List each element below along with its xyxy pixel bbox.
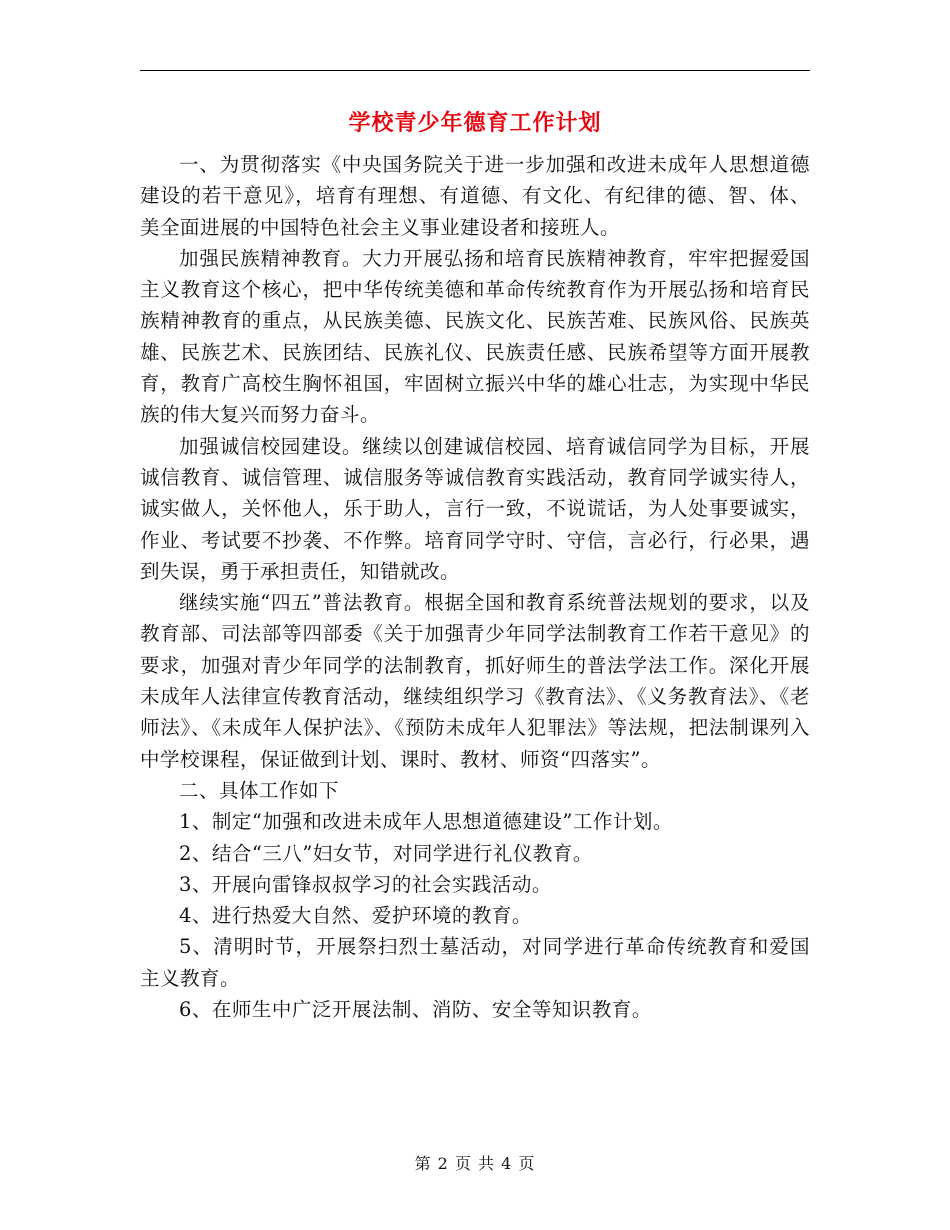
task-item-1: 1、制定“加强和改进未成年人思想道德建设”工作计划。	[179, 810, 673, 834]
paragraph-legal-education: 继续实施“四五”普法教育。根据全国和教育系统普法规划的要求，以及教育部、司法部等四部委《关于加强青少年同学法制教育工作若干意见》的要求，加强对青少年同学的法制教育，抓好师生的普法学法工作。深化开展未成年人法律宣传教育活动，继续组织学习《教育法》、《义务教育法》、《老师法》、《未成年人保护法》、《预防未成年人犯罪法》等法规，把法制课列入中学校课程，保证做到计划、课时、教材、师资“四落实”。	[140, 591, 810, 771]
task-item-6: 6、在师生中广泛开展法制、消防、安全等知识教育。	[179, 998, 652, 1022]
paragraph-intro: 一、为贯彻落实《中央国务院关于进一步加强和改进未成年人思想道德建设的若干意见》，培育有理想、有道德、有文化、有纪律的德、智、体、美全面进展的中国特色社会主义事业建设者和接班人。	[140, 153, 810, 239]
paragraph-national-spirit: 加强民族精神教育。大力开展弘扬和培育民族精神教育，牢牢把握爱国主义教育这个核心，把中华传统美德和革命传统教育作为开展弘扬和培育民族精神教育的重点，从民族美德、民族文化、民族苦难、民族风俗、民族英雄、民族艺术、民族团结、民族礼仪、民族责任感、民族希望等方面开展教育，教育广高校生胸怀祖国，牢固树立振兴中华的雄心壮志，为实现中华民族的伟大复兴而努力奋斗。	[140, 246, 810, 427]
task-item-4: 4、进行热爱大自然、爱护环境的教育。	[179, 904, 532, 928]
task-item-3: 3、开展向雷锋叔叔学习的社会实践活动。	[179, 872, 552, 896]
task-item-2: 2、结合“三八”妇女节，对同学进行礼仪教育。	[179, 841, 593, 865]
document-title: 学校青少年德育工作计划	[348, 111, 602, 136]
task-item-5: 5、清明时节，开展祭扫烈士墓活动，对同学进行革命传统教育和爱国主义教育。	[140, 935, 810, 990]
header-rule	[140, 70, 810, 71]
section-heading-tasks: 二、具体工作如下	[179, 778, 340, 802]
paragraph-integrity: 加强诚信校园建设。继续以创建诚信校园、培育诚信同学为目标，开展诚信教育、诚信管理、诚信服务等诚信教育实践活动，教育同学诚实待人，诚实做人，关怀他人，乐于助人，言行一致，不说谎话，为人处事要诚实，作业、考试要不抄袭、不作弊。培育同学守时、守信，言必行，行必果，遇到失误，勇于承担责任，知错就改。	[140, 434, 810, 583]
page-number-footer: 第 2 页 共 4 页	[414, 1154, 536, 1173]
document-body	[140, 149, 810, 1025]
